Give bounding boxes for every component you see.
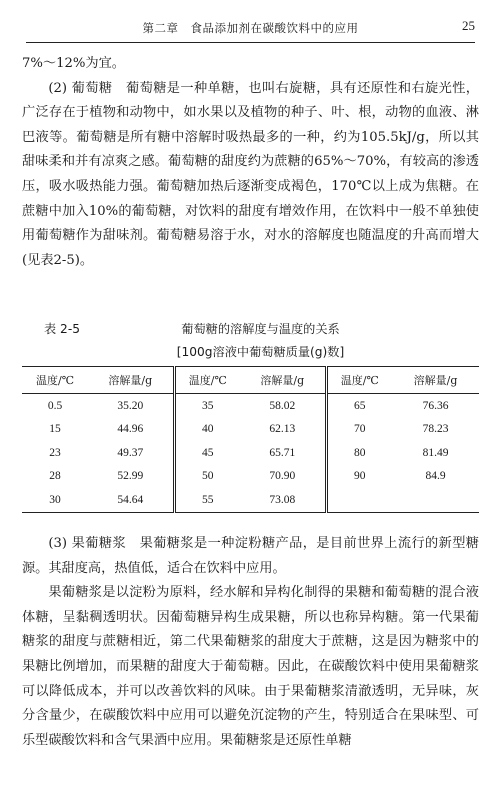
body-text-top: [22, 52, 479, 273]
paragraph-hfcs-detail: 果葡糖浆是以淀粉为原料，经水解和异构化制得的果糖和葡萄糖的混合液体糖，呈黏稠透明状。因葡萄糖异构生成果糖，所以也称异构糖。第一代果葡糖浆的甜度与蔗糖相近，第二代果葡糖浆的甜度大于蔗糖，这是因为糖浆中的果糖比例增加，而果糖的甜度大于葡萄糖。因此，在碳酸饮料中使用果葡糖浆可以降低成本，并可以改善饮料的风味。由于果葡糖浆清澈透明，无异味，灰分含量少，在碳酸饮料中应用可以避免沉淀物的产生，特别适合在果味型、可乐型碳酸饮料和含气果酒中应用。果葡糖浆是还原性单糖: [22, 585, 479, 748]
table-header-cell: 温度/℃: [22, 367, 88, 394]
table-header-cell: 溶解量/g: [88, 367, 174, 394]
table-cell: 15: [49, 423, 61, 436]
table-cell: 70.90: [269, 470, 296, 483]
table-header-cell: 温度/℃: [326, 367, 392, 394]
table-cell: 45: [174, 441, 240, 465]
table-cell: 65.71: [269, 446, 296, 459]
table-cell: 52.99: [117, 470, 144, 483]
table-row: [22, 418, 479, 442]
table-row: [22, 465, 479, 489]
page-number: 25: [462, 18, 475, 33]
table-header-cell: 温度/℃: [174, 367, 240, 394]
paragraph-glucose: (2) 葡萄糖 葡萄糖是一种单糖，也叫右旋糖，具有还原性和右旋光性，广泛存在于植物和动物中，如水果以及植物的种子、叶、根，动物的血液、淋巴液等。葡萄糖是所有糖中溶解时吸热最多的一种，约为105.5kJ/g，所以其甜味柔和并有凉爽之感。葡萄糖的甜度约为蔗糖的65%～70%，有较高的渗透压，吸水吸热能力强。葡萄糖加热后逐渐变成褐色，170℃以上成为焦糖。在蔗糖中加入10%的葡萄糖，对饮料的甜度有增效作用，在饮料中一般不单独使用葡萄糖作为甜味剂。葡萄糖易溶于水，对水的溶解度也随温度的升高而增大(见表2-5)。: [22, 80, 479, 268]
table-cell: 84.9: [425, 470, 446, 483]
table-title: 葡萄糖的溶解度与温度的关系: [181, 322, 340, 336]
table-cell: 62.13: [269, 423, 296, 436]
table-cell: 35.20: [117, 399, 144, 412]
table-cell: 80: [326, 441, 392, 465]
table-cell: 55: [174, 488, 240, 512]
table-header-cell: 溶解量/g: [392, 367, 479, 394]
table-caption: [22, 316, 479, 364]
table-cell: 81.49: [422, 446, 449, 459]
table-cell: 44.96: [117, 423, 144, 436]
running-header: [26, 16, 475, 43]
table-cell: [392, 488, 479, 512]
solubility-table: [22, 366, 479, 513]
table-cell: 78.23: [422, 423, 449, 436]
table-cell: 70: [326, 418, 392, 442]
table-cell: 40: [174, 418, 240, 442]
table-cell: 76.36: [422, 399, 449, 412]
table-row: [22, 441, 479, 465]
paragraph-hfcs-intro: (3) 果葡糖浆 果葡糖浆是一种淀粉糖产品，是目前世界上流行的新型糖源。其甜度高，热值低，适合在饮料中应用。: [22, 536, 479, 576]
table-cell: 35: [174, 394, 240, 418]
table-cell: [326, 488, 392, 512]
running-title: 第二章 食品添加剂在碳酸饮料中的应用: [142, 21, 359, 35]
table-cell: 23: [49, 446, 61, 459]
table-subtitle: [100g溶液中葡萄糖质量(g)数]: [176, 345, 345, 359]
table-cell: 54.64: [117, 493, 144, 506]
table-row: [22, 488, 479, 512]
table-cell: 30: [49, 493, 61, 506]
paragraph-continuation: 7%～12%为宜。: [22, 56, 125, 71]
table-cell: 58.02: [269, 399, 296, 412]
table-cell: 28: [49, 470, 61, 483]
table-cell: 65: [326, 394, 392, 418]
table-cell: 90: [326, 465, 392, 489]
table-row: [22, 394, 479, 418]
table-cell: 49.37: [117, 446, 144, 459]
table-cell: 73.08: [269, 493, 296, 506]
table-cell: 0.5: [47, 399, 63, 412]
table-label: 表 2-5: [44, 322, 80, 336]
table-header-cell: 溶解量/g: [240, 367, 326, 394]
table-cell: 50: [174, 465, 240, 489]
body-text-bottom: [22, 532, 479, 753]
table-header-row: [22, 367, 479, 394]
